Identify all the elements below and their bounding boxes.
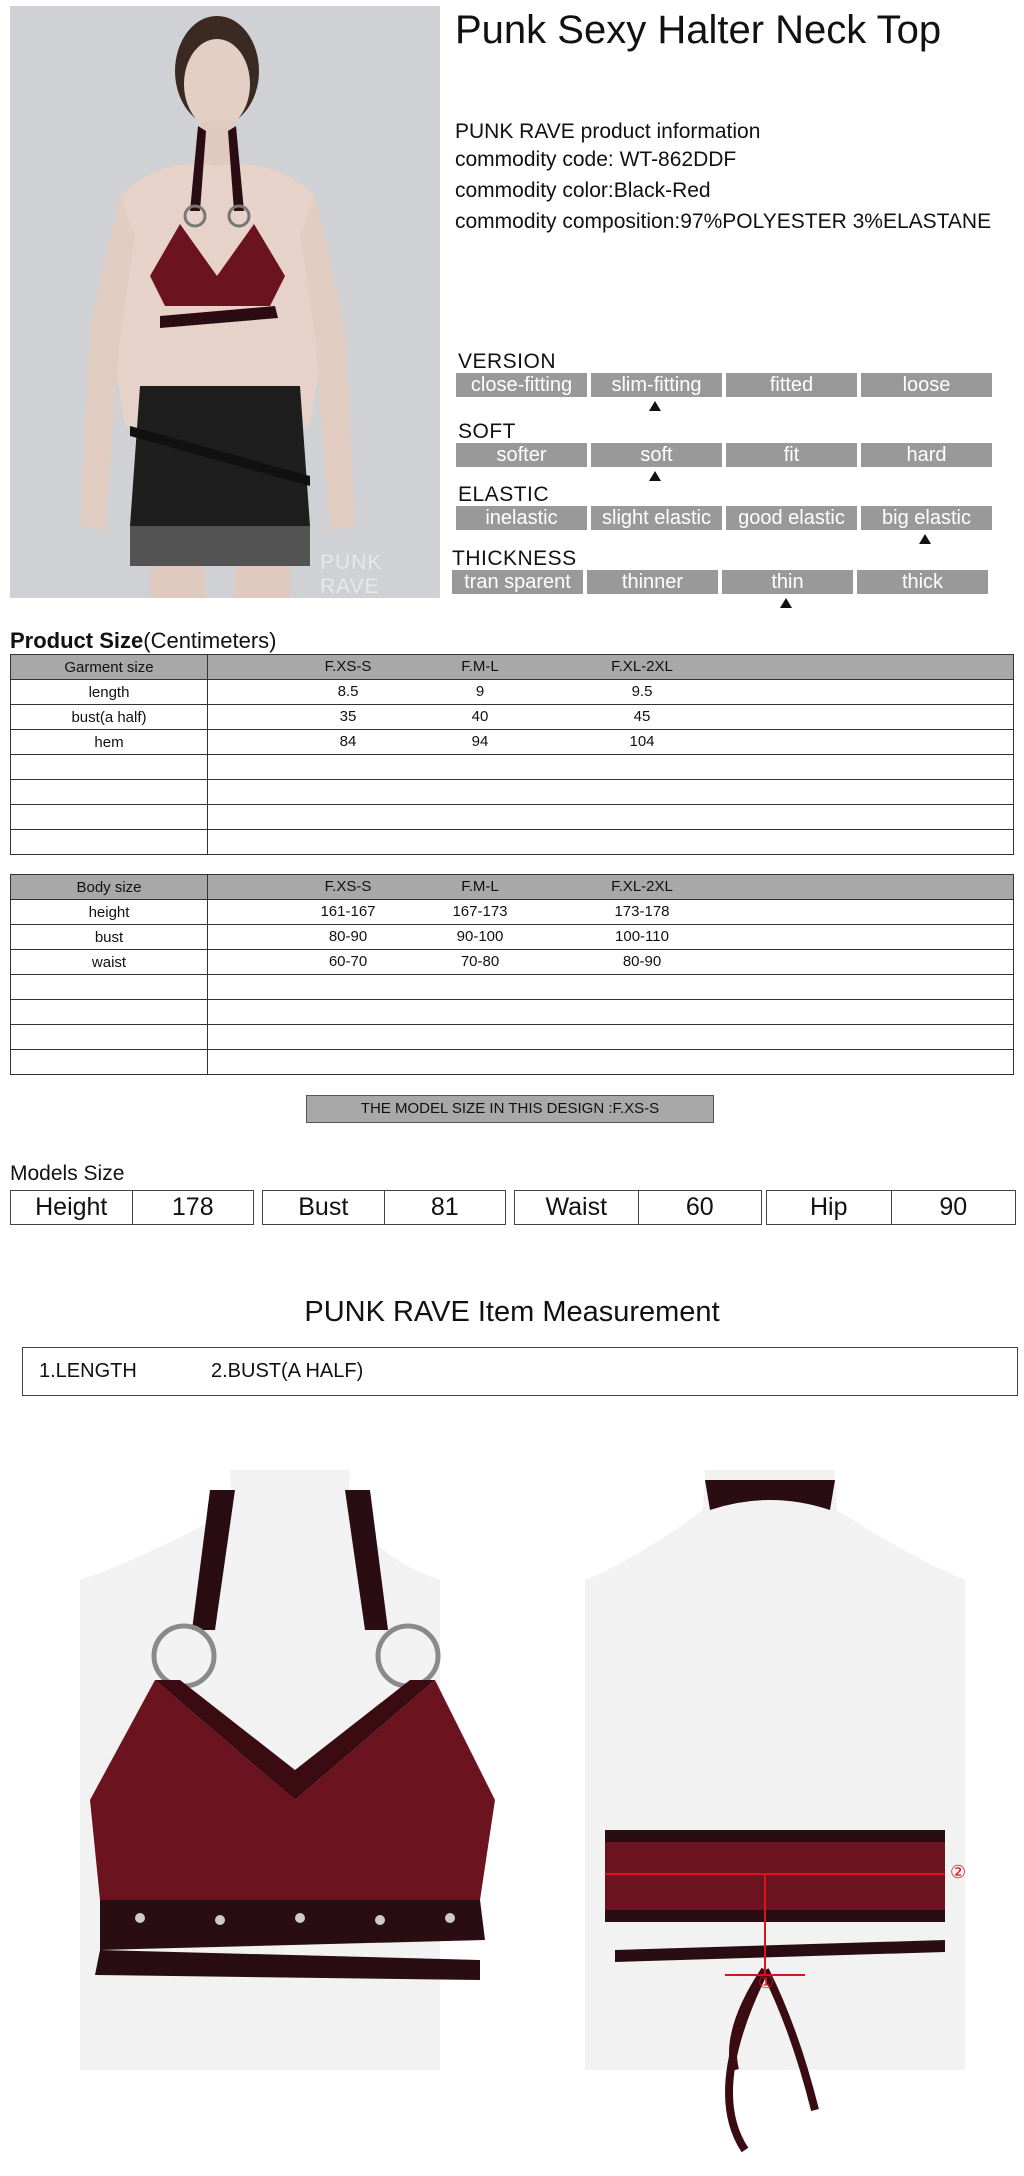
selected-marker-icon <box>649 401 661 411</box>
soft-scale <box>456 443 992 467</box>
size-value: 167-173 <box>452 903 508 920</box>
size-value: 35 <box>339 708 357 725</box>
front-top-illustration <box>80 1470 500 2070</box>
table-row <box>11 730 1014 755</box>
product-size-title <box>10 628 277 654</box>
table-header-row <box>11 655 1014 680</box>
soft-option: soft <box>591 443 722 467</box>
size-value: 40 <box>471 708 489 725</box>
model-bust-label: Bust <box>298 1193 349 1221</box>
commodity-composition <box>455 210 991 234</box>
size-value: 173-178 <box>614 903 670 920</box>
row-label: length <box>11 680 208 705</box>
elastic-title: ELASTIC <box>458 483 550 506</box>
row-label <box>11 755 208 780</box>
table-row <box>11 1000 1014 1025</box>
size-value: F.M-L <box>461 878 499 895</box>
version-option: loose <box>861 373 992 397</box>
back-product-photo <box>585 1470 985 2160</box>
size-value: 100-110 <box>615 928 669 945</box>
thickness-title: THICKNESS <box>452 547 577 570</box>
row-label: Body size <box>11 875 208 900</box>
selected-marker-icon <box>780 598 792 608</box>
selected-marker-icon <box>919 534 931 544</box>
row-values <box>208 925 1014 950</box>
row-label: waist <box>11 950 208 975</box>
row-values <box>208 950 1014 975</box>
soft-option: hard <box>861 443 992 467</box>
row-values <box>208 755 1014 780</box>
row-label: height <box>11 900 208 925</box>
soft-title: SOFT <box>458 420 516 443</box>
row-values <box>208 830 1014 855</box>
row-label: bust <box>11 925 208 950</box>
measurement-legend <box>22 1347 1018 1396</box>
table-row <box>11 975 1014 1000</box>
info-heading: PUNK RAVE product information <box>455 120 761 143</box>
size-value: 80-90 <box>622 953 662 970</box>
soft-option: fit <box>726 443 857 467</box>
model-waist-value: 60 <box>638 1191 762 1224</box>
elastic-option: good elastic <box>726 506 857 530</box>
model-illustration <box>10 6 440 598</box>
table-row <box>11 1025 1014 1050</box>
body-size-table <box>10 874 1014 1075</box>
row-values <box>208 655 1014 680</box>
thickness-option: thick <box>857 570 988 594</box>
color-value: Black-Red <box>613 179 711 202</box>
size-value: 8.5 <box>337 683 359 700</box>
size-value: 80-90 <box>328 928 368 945</box>
color-label: commodity color: <box>455 179 614 202</box>
row-label: Garment size <box>11 655 208 680</box>
size-value: 161-167 <box>320 903 376 920</box>
row-label <box>11 1050 208 1075</box>
version-option: fitted <box>726 373 857 397</box>
table-row <box>11 780 1014 805</box>
size-value: 94 <box>471 733 489 750</box>
marker-length: ① <box>758 1972 775 1992</box>
size-value: F.XL-2XL <box>611 658 673 675</box>
table-row <box>11 755 1014 780</box>
model-photo <box>10 6 440 598</box>
model-height-box <box>10 1190 254 1225</box>
thickness-option: thin <box>722 570 853 594</box>
model-bust-value: 81 <box>384 1191 506 1224</box>
row-values <box>208 975 1014 1000</box>
row-values <box>208 900 1014 925</box>
measurement-title: PUNK RAVE Item Measurement <box>304 1296 720 1328</box>
row-label: hem <box>11 730 208 755</box>
table-row <box>11 805 1014 830</box>
marker-bust: ② <box>950 1862 967 1882</box>
row-label <box>11 1025 208 1050</box>
model-height-value: 178 <box>132 1191 254 1224</box>
version-option: close-fitting <box>456 373 587 397</box>
product-title: Punk Sexy Halter Neck Top <box>455 8 942 52</box>
model-hip-label: Hip <box>809 1193 848 1221</box>
row-values <box>208 705 1014 730</box>
row-values <box>208 1025 1014 1050</box>
row-label <box>11 830 208 855</box>
model-waist-box <box>514 1190 762 1225</box>
size-value: 45 <box>633 708 651 725</box>
row-values <box>208 730 1014 755</box>
code-value: WT-862DDF <box>619 148 737 171</box>
front-product-photo <box>80 1470 500 2070</box>
row-values <box>208 680 1014 705</box>
model-hip-value: 90 <box>891 1191 1016 1224</box>
product-size-heading: Product Size <box>10 628 144 653</box>
table-row <box>11 925 1014 950</box>
measurement-length: 1.LENGTH <box>39 1360 137 1382</box>
table-row <box>11 705 1014 730</box>
thickness-option: thinner <box>587 570 718 594</box>
table-row <box>11 950 1014 975</box>
selected-marker-icon <box>649 471 661 481</box>
thickness-option: tran sparent <box>452 570 583 594</box>
watermark-text: PUNK RAVE <box>320 551 383 598</box>
row-label <box>11 1000 208 1025</box>
size-value: 84 <box>339 733 357 750</box>
row-values <box>208 875 1014 900</box>
product-size-unit: (Centimeters) <box>143 628 277 653</box>
product-size-table <box>10 654 1014 855</box>
back-top-illustration <box>585 1470 985 2160</box>
table-row <box>11 830 1014 855</box>
row-label: bust(a half) <box>11 705 208 730</box>
commodity-code <box>455 148 736 172</box>
row-label <box>11 805 208 830</box>
model-waist-label: Waist <box>545 1193 608 1221</box>
model-hip-box <box>766 1190 1016 1225</box>
composition-label: commodity composition: <box>455 210 681 233</box>
table-row <box>11 680 1014 705</box>
soft-option: softer <box>456 443 587 467</box>
size-value: 90-100 <box>456 928 504 945</box>
composition-value: 97%POLYESTER 3%ELASTANE <box>680 210 992 233</box>
size-value: 9.5 <box>631 683 653 700</box>
commodity-color <box>455 179 711 203</box>
model-height-label: Height <box>35 1193 108 1221</box>
thickness-scale <box>452 570 988 594</box>
measurement-bust: 2.BUST(A HALF) <box>211 1360 364 1382</box>
size-value: 70-80 <box>460 953 500 970</box>
models-size-title: Models Size <box>10 1162 125 1185</box>
code-label: commodity code: <box>455 148 614 171</box>
row-label <box>11 780 208 805</box>
model-size-note: THE MODEL SIZE IN THIS DESIGN :F.XS-S <box>306 1095 714 1123</box>
row-values <box>208 805 1014 830</box>
table-row <box>11 1050 1014 1075</box>
version-option: slim-fitting <box>591 373 722 397</box>
size-value: 104 <box>629 733 655 750</box>
elastic-scale <box>456 506 992 530</box>
size-value: F.XL-2XL <box>611 878 673 895</box>
elastic-option: slight elastic <box>591 506 722 530</box>
row-values <box>208 1050 1014 1075</box>
row-values <box>208 1000 1014 1025</box>
elastic-option: big elastic <box>861 506 992 530</box>
size-value: F.M-L <box>461 658 499 675</box>
model-bust-box <box>262 1190 506 1225</box>
size-value: 60-70 <box>328 953 368 970</box>
row-label <box>11 975 208 1000</box>
elastic-option: inelastic <box>456 506 587 530</box>
size-value: F.XS-S <box>324 878 372 895</box>
table-header-row <box>11 875 1014 900</box>
version-scale <box>456 373 992 397</box>
size-value: F.XS-S <box>324 658 372 675</box>
row-values <box>208 780 1014 805</box>
table-row <box>11 900 1014 925</box>
version-title: VERSION <box>458 350 557 373</box>
size-value: 9 <box>475 683 485 700</box>
